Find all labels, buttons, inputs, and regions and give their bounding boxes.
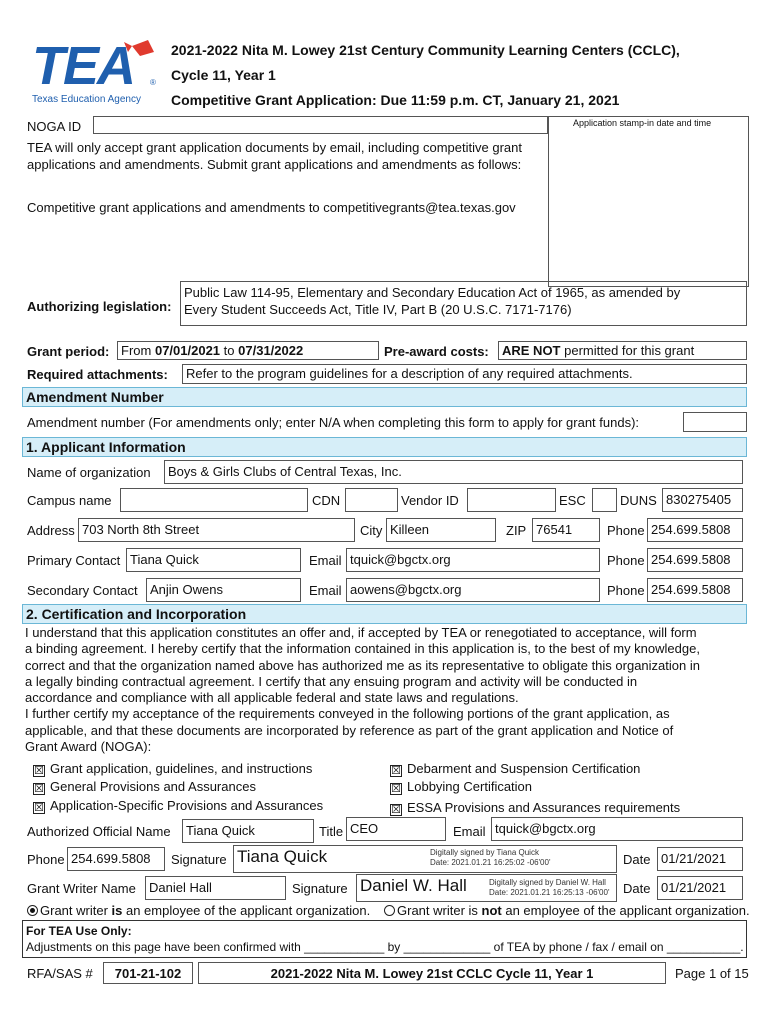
rfa-value: 701-21-102 — [103, 962, 193, 984]
radio-text: an employee of the applicant organization. — [122, 903, 371, 918]
phone-input-1[interactable]: 254.699.5808 — [647, 518, 743, 542]
checkbox-checked-icon[interactable]: ☒ — [391, 783, 401, 795]
radio-text-bold: not — [481, 903, 502, 918]
signature-field-1[interactable] — [233, 845, 617, 873]
checkbox-checked-icon[interactable]: ☒ — [34, 802, 44, 814]
signature-label-2: Signature — [292, 881, 348, 896]
radio-text: an employee of the applicant organization. — [501, 903, 750, 918]
amendment-input[interactable] — [683, 412, 747, 432]
attachments-label: Required attachments: — [27, 367, 168, 382]
radio-text: Grant writer — [40, 903, 112, 918]
cert-line: applicable, and that these documents are incorporated by reference as part of the grant application and Notice of — [25, 722, 674, 738]
cert-line: accordance and compliance with all applicable federal and state laws and regulations. — [25, 690, 519, 706]
primary-contact-label: Primary Contact — [27, 553, 121, 568]
radio-is-employee[interactable] — [27, 903, 370, 918]
radio-text: Grant writer is — [397, 903, 482, 918]
check-label: Lobbying Certification — [407, 779, 533, 794]
digital-signature-2 — [489, 878, 609, 898]
check-lobbying[interactable] — [390, 779, 532, 795]
date-input-1[interactable]: 01/21/2021 — [657, 847, 743, 871]
duns-input[interactable]: 830275405 — [662, 488, 743, 512]
grant-writer-input[interactable]: Daniel Hall — [145, 876, 286, 900]
cert-line: correct and that the organization named above has authorized me as its representative to obligate this organization in — [25, 657, 700, 673]
check-application-specific[interactable] — [33, 798, 323, 814]
phone-label-2: Phone — [607, 553, 645, 568]
radio-text-bold: is — [111, 903, 123, 918]
secondary-email-input[interactable]: aowens@bgctx.org — [346, 578, 600, 602]
from-label: From — [121, 343, 152, 358]
secondary-contact-label: Secondary Contact — [27, 583, 138, 598]
stamp-label: Application stamp-in date and time — [573, 118, 712, 128]
checkbox-checked-icon[interactable]: ☒ — [34, 783, 44, 795]
org-input[interactable]: Boys & Girls Clubs of Central Texas, Inc. — [164, 460, 743, 484]
tea-logo-text: TEA — [32, 36, 134, 96]
phone-label-1: Phone — [607, 523, 645, 538]
secondary-contact-input[interactable]: Anjin Owens — [146, 578, 301, 602]
authorizing-line-1: Public Law 114-95, Elementary and Secondary Education Act of 1965, as amended by — [184, 285, 681, 300]
preaward-suffix: permitted for this grant — [564, 343, 695, 358]
esc-input[interactable] — [592, 488, 617, 512]
from-date[interactable]: 07/01/2021 — [154, 343, 221, 358]
cdn-input[interactable] — [345, 488, 398, 512]
authorizing-label: Authorizing legislation: — [27, 299, 172, 314]
official-name-label: Authorized Official Name — [27, 824, 171, 839]
official-phone-label: Phone — [27, 852, 65, 867]
address-input[interactable]: 703 North 8th Street — [78, 518, 355, 542]
to-label: to — [223, 343, 235, 358]
date-label-2: Date — [623, 881, 651, 896]
duns-label: DUNS — [620, 493, 657, 508]
dsig-line: Date: 2021.01.21 16:25:13 -06'00' — [489, 888, 610, 897]
signature-2: Daniel W. Hall — [360, 876, 467, 895]
checkbox-checked-icon[interactable]: ☒ — [391, 765, 401, 777]
radio-unselected-icon[interactable] — [384, 905, 395, 916]
check-label: General Provisions and Assurances — [50, 779, 256, 794]
check-debarment[interactable] — [390, 761, 640, 777]
footer-center: 2021-2022 Nita M. Lowey 21st CCLC Cycle 11, Year 1 — [198, 962, 666, 984]
signature-label-1: Signature — [171, 852, 227, 867]
primary-email-input[interactable]: tquick@bgctx.org — [346, 548, 600, 572]
title-line-1: 2021-2022 Nita M. Lowey 21st Century Community Learning Centers (CCLC), — [171, 42, 680, 58]
page-number: Page 1 of 15 — [675, 966, 749, 981]
zip-label: ZIP — [506, 523, 527, 538]
grant-period-box — [117, 341, 379, 360]
grant-period-label: Grant period: — [27, 344, 110, 359]
intro-line-3: Competitive grant applications and amendments to competitivegrants@tea.texas.gov — [27, 200, 516, 215]
official-email-label: Email — [453, 824, 486, 839]
tea-use-text: Adjustments on this page have been confirmed with ____________ by _____________ of TEA by phone / fax / email on ___________. — [26, 940, 744, 954]
email-label-1: Email — [309, 553, 342, 568]
tea-logo — [28, 38, 160, 108]
signature-1: Tiana Quick — [237, 847, 328, 866]
cert-line: a binding agreement. I hereby certify that the information contained in this application is, to the best of my knowledge, — [25, 641, 700, 657]
attachments-box: Refer to the program guidelines for a description of any required attachments. — [182, 364, 747, 384]
intro-line-2: applications and amendments. Submit grant applications and amendments as follows: — [27, 157, 522, 172]
check-label: Grant application, guidelines, and instructions — [50, 761, 313, 776]
title-line-3: Competitive Grant Application: Due 11:59 p.m. CT, January 21, 2021 — [171, 92, 620, 108]
noga-input[interactable] — [93, 116, 548, 134]
cert-line: a legally binding contractual agreement. I certify that any ensuing program and activity will be conducted in — [25, 673, 638, 689]
title-label: Title — [319, 824, 344, 839]
checkbox-checked-icon[interactable]: ☒ — [391, 804, 401, 816]
authorizing-line-2: Every Student Succeeds Act, Title IV, Part B (20 U.S.C. 7171-7176) — [184, 302, 572, 317]
phone-input-2[interactable]: 254.699.5808 — [647, 548, 743, 572]
cert-line: I understand that this application constitutes an offer and, if accepted by TEA or renegotiated to acceptance, will form — [25, 625, 697, 640]
cert-line: I further certify my acceptance of the requirements conveyed in the following portions of the grant application, as — [25, 706, 670, 722]
certification-text — [25, 625, 747, 755]
preaward-box — [498, 341, 747, 360]
esc-label: ESC — [559, 493, 586, 508]
check-label: ESSA Provisions and Assurances requirements — [407, 800, 681, 815]
radio-selected-icon[interactable] — [27, 905, 38, 916]
phone-label-3: Phone — [607, 583, 645, 598]
cdn-label: CDN — [312, 493, 341, 508]
org-label: Name of organization — [27, 465, 151, 480]
tea-use-box — [22, 920, 747, 958]
to-date[interactable]: 07/31/2022 — [238, 343, 304, 358]
primary-contact-input[interactable]: Tiana Quick — [126, 548, 301, 572]
check-label: Debarment and Suspension Certification — [407, 761, 641, 776]
email-label-2: Email — [309, 583, 342, 598]
official-name-input[interactable]: Tiana Quick — [182, 819, 314, 843]
grant-writer-label: Grant Writer Name — [27, 881, 136, 896]
vendor-label: Vendor ID — [401, 493, 459, 508]
city-input[interactable]: Killeen — [386, 518, 496, 542]
preaward-value[interactable]: ARE NOT — [502, 343, 561, 358]
dsig-line: Date: 2021.01.21 16:25:02 -06'00' — [430, 858, 551, 867]
certification-header: 2. Certification and Incorporation — [22, 604, 747, 624]
official-phone-input[interactable]: 254.699.5808 — [67, 847, 165, 871]
amendment-header: Amendment Number — [22, 387, 747, 407]
title-input[interactable]: CEO — [346, 817, 446, 841]
dsig-line: Digitally signed by Tiana Quick — [430, 848, 539, 857]
applicant-header: 1. Applicant Information — [22, 437, 747, 457]
title-line-2: Cycle 11, Year 1 — [171, 67, 276, 83]
phone-input-3[interactable]: 254.699.5808 — [647, 578, 743, 602]
campus-input[interactable] — [120, 488, 308, 512]
stamp-box — [548, 116, 749, 287]
cert-line: Grant Award (NOGA): — [25, 739, 152, 755]
intro-line-1: TEA will only accept grant application documents by email, including competitive grant — [27, 140, 522, 155]
city-label: City — [360, 523, 383, 538]
check-general-provisions[interactable] — [33, 779, 256, 795]
dsig-line: Digitally signed by Daniel W. Hall — [489, 878, 606, 887]
date-label-1: Date — [623, 852, 651, 867]
official-email-input[interactable]: tquick@bgctx.org — [491, 817, 743, 841]
agency-name: Texas Education Agency — [32, 94, 141, 105]
digital-signature-1 — [430, 848, 550, 868]
noga-label: NOGA ID — [27, 119, 82, 134]
check-label: Application-Specific Provisions and Assurances — [50, 798, 324, 813]
tea-use-label: For TEA Use Only: — [26, 924, 132, 938]
rfa-label: RFA/SAS # — [27, 966, 93, 981]
radio-not-employee[interactable] — [384, 903, 750, 918]
campus-label: Campus name — [27, 493, 112, 508]
check-essa[interactable] — [390, 800, 680, 816]
authorizing-box — [180, 281, 747, 326]
amendment-label: Amendment number (For amendments only; enter N/A when completing this form to apply for grant funds): — [27, 415, 640, 430]
checkbox-checked-icon[interactable]: ☒ — [34, 765, 44, 777]
preaward-label: Pre-award costs: — [384, 344, 489, 359]
vendor-input[interactable] — [467, 488, 556, 512]
registered-mark: ® — [150, 78, 156, 87]
zip-input[interactable]: 76541 — [532, 518, 600, 542]
address-label: Address — [27, 523, 75, 538]
check-grant-application[interactable] — [33, 761, 312, 777]
date-input-2[interactable]: 01/21/2021 — [657, 876, 743, 900]
